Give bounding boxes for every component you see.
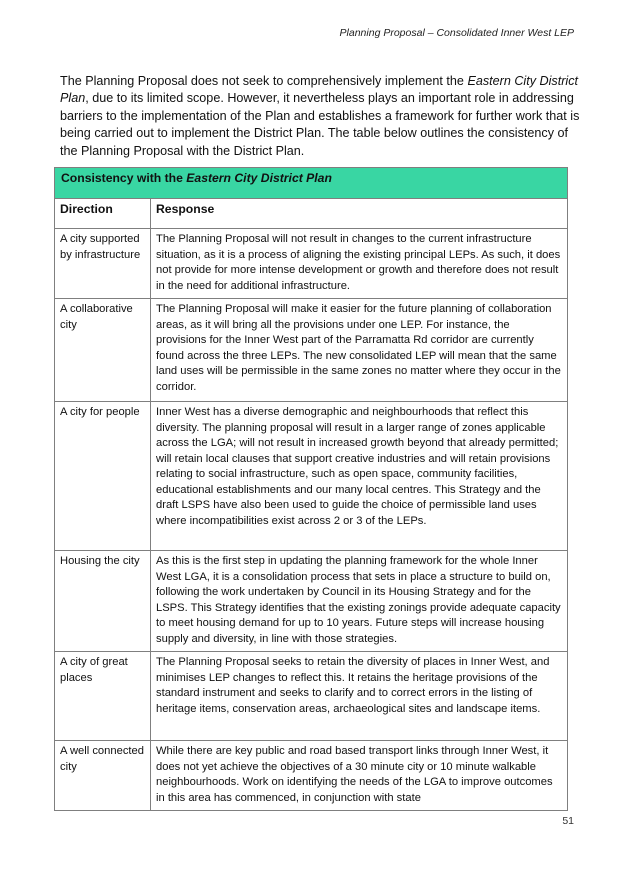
table-row (55, 402, 568, 551)
response-cell: The Planning Proposal will make it easier for the future planning of collaboration areas, as it will bring all the provisions under one LEP. For instance, the provisions for the Inner West part of the Parramatta Rd corridor are currently found across the three LEPs. The new consolidated LEP will mean that the same land uses will be permissible in the same zones no matter where they occur in the corridor. (151, 299, 568, 402)
intro-paragraph (60, 73, 580, 161)
column-header-direction: Direction (55, 198, 151, 229)
table-title-prefix: Consistency with the (61, 171, 187, 185)
table-title-plan: Eastern City District Plan (186, 171, 332, 185)
table-row (55, 741, 568, 811)
intro-text-start: The Planning Proposal does not seek to comprehensively implement the (60, 73, 468, 88)
response-cell: The Planning Proposal will not result in changes to the current infrastructure situation, as it is a process of aligning the existing principal LEPs. As such, it does not provide for more intense development or growth and therefore does not result in the need for additional infrastructure. (151, 229, 568, 299)
table-title (55, 168, 568, 199)
response-cell: As this is the first step in updating the planning framework for the whole Inner West LGA, it is a consolidation process that sets in place a structure to build on, following the work undertaken by Council in its Housing Strategy and for the LSPS. This Strategy identifies that the existing zonings provide adequate capacity to meet housing demand for up to 10 years. Future steps will increase housing supply and diversity, in line with those strategies. (151, 551, 568, 652)
page-number: 51 (562, 815, 574, 827)
table-row (55, 551, 568, 652)
direction-cell: A city of great places (55, 652, 151, 741)
direction-cell: A city for people (55, 402, 151, 551)
intro-text-end: , due to its limited scope. However, it nevertheless plays an important role in addressing barriers to the implementation of the Plan and establishes a framework for further work that is being carried out to implement the District Plan. The table below outlines the consistency of the Planning Proposal with the District Plan. (60, 91, 580, 158)
running-header: Planning Proposal – Consolidated Inner West LEP (339, 27, 574, 39)
intro-plan-name: Eastern City District Plan (60, 73, 579, 106)
table-row (55, 229, 568, 299)
response-cell: While there are key public and road based transport links through Inner West, it does not yet achieve the objectives of a 30 minute city or 10 minute walkable neighbourhoods. Work on identifying the needs of the LGA to improve outcomes in this area has commenced, in conjunction with state (151, 741, 568, 811)
consistency-table (54, 167, 568, 811)
response-cell: Inner West has a diverse demographic and neighbourhoods that reflect this diversity. The planning proposal will result in a larger range of zones applicable across the LGA; will not result in increased growth beyond that already permitted; will retain local clauses that support creative industries and will retain provisions relating to social infrastructure, such as open space, community facilities, educational establishments and our many local centres. This Strategy and the draft LSPS have also been used to guide the choice of permissible land uses where incompatibilities exist across 2 or 3 of the LEPs. (151, 402, 568, 551)
direction-cell: Housing the city (55, 551, 151, 652)
response-cell: The Planning Proposal seeks to retain the diversity of places in Inner West, and minimises LEP changes to reflect this. It retains the heritage provisions of the standard instrument and seeks to clarify and to correct errors in the listing of heritage items, conservation areas, archaeological sites and landscape items. (151, 652, 568, 741)
column-header-response: Response (151, 198, 568, 229)
table-row (55, 299, 568, 402)
direction-cell: A city supported by infrastructure (55, 229, 151, 299)
direction-cell: A collaborative city (55, 299, 151, 402)
direction-cell: A well connected city (55, 741, 151, 811)
table-row (55, 652, 568, 741)
